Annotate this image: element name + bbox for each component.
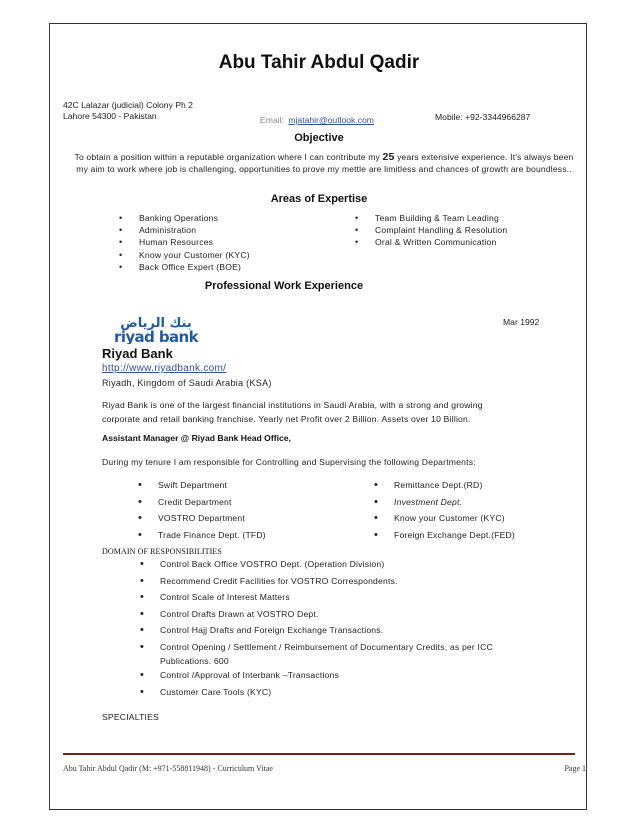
bank-name: Riyad Bank xyxy=(102,346,173,361)
list-item: • Control Scale of Interest Matters xyxy=(140,589,493,606)
list-item: • Human Resources xyxy=(119,236,250,248)
list-item: • Control Hajj Drafts and Foreign Exchange Transactions. xyxy=(140,622,493,639)
responsibilities-list xyxy=(140,556,493,655)
logo-arabic-text: بنك الرياض xyxy=(120,316,192,331)
list-item: • Control Opening / Settlement / Reimbursement of Documentary Credits, as per ICC xyxy=(140,639,493,656)
list-item: • Trade Finance Dept. (TFD) xyxy=(138,527,266,544)
expertise-list-right xyxy=(355,212,507,249)
departments-list-left xyxy=(138,477,266,543)
objective-text xyxy=(74,151,574,175)
objective-text-part-2: years extensive experience. It's always been my aim to work where job is challenging, opportunities to prove my mettle are limitless and chances of growth are boundless.. xyxy=(76,152,574,174)
responsibilities-list-cont xyxy=(140,667,339,700)
list-item: • Know your Customer (KYC) xyxy=(374,510,515,527)
position-title: Assistant Manager @ Riyad Bank Head Office, xyxy=(102,433,291,443)
riyad-bank-logo xyxy=(102,314,210,344)
list-item: • VOSTRO Department xyxy=(138,510,266,527)
list-item: • Oral & Written Communication xyxy=(355,236,507,248)
list-item: • Administration xyxy=(119,224,250,236)
tenure-statement: During my tenure I am responsible for Controlling and Supervising the following Departments: xyxy=(102,457,476,467)
list-item: • Control Back Office VOSTRO Dept. (Operation Division) xyxy=(140,556,493,573)
address-line-1: 42C Lalazar (judicial) Colony Ph 2 xyxy=(63,100,193,110)
footer-text: Abu Tahir Abdul Qadir (M: +971-558811948) - Curriculum Vitae xyxy=(63,764,273,773)
objective-years: 25 xyxy=(382,151,395,163)
experience-heading: Professional Work Experience xyxy=(204,280,364,292)
email-block xyxy=(260,110,374,128)
objective-text-part-1: To obtain a position within a reputable organization where I can contribute my xyxy=(74,152,383,162)
list-item: • Complaint Handling & Resolution xyxy=(355,224,507,236)
departments-list-right xyxy=(374,477,515,543)
objective-heading: Objective xyxy=(294,132,344,144)
list-item: • Remittance Dept.(RD) xyxy=(374,477,515,494)
page-number: Page 1 xyxy=(564,764,586,773)
email-label: Email: xyxy=(260,115,284,125)
list-item: • Foreign Exchange Dept.(FED) xyxy=(374,527,515,544)
bank-location: Riyadh, Kingdom of Saudi Arabia (KSA) xyxy=(102,378,272,388)
list-item: • Swift Department xyxy=(138,477,266,494)
candidate-name: Abu Tahir Abdul Qadir xyxy=(218,52,420,73)
email-link[interactable]: mjatahir@outlook.com xyxy=(288,115,374,125)
list-item: • Team Building & Team Leading xyxy=(355,212,507,224)
logo-latin-text: riyad bank xyxy=(114,328,198,344)
list-item: • Customer Care Tools (KYC) xyxy=(140,684,339,701)
list-item: • Know your Customer (KYC) xyxy=(119,249,250,261)
footer-rule xyxy=(63,753,575,755)
list-item: • Credit Department xyxy=(138,494,266,511)
responsibility-continuation: Publications. 600 xyxy=(160,656,229,666)
experience-date: Mar 1992 xyxy=(503,317,540,327)
expertise-heading: Areas of Expertise xyxy=(270,193,368,205)
expertise-list-left xyxy=(119,212,250,273)
list-item: • Investment Dept. xyxy=(374,494,515,511)
bank-url-link[interactable]: http://www.riyadbank.com/ xyxy=(102,363,227,374)
specialties-heading: SPECIALTIES xyxy=(102,712,159,722)
bank-description: Riyad Bank is one of the largest financial institutions in Saudi Arabia, with a strong and growing corporate and retail banking franchise. Yearly net Profit over 2 Billion. Assets over 10 Billion. xyxy=(102,400,483,424)
responsibilities-heading: DOMAIN OF RESPONSIBILITIES xyxy=(102,547,222,556)
list-item: • Recommend Credit Facilities for VOSTRO Correspondents. xyxy=(140,573,493,590)
list-item: • Back Office Expert (BOE) xyxy=(119,261,250,273)
list-item: • Banking Operations xyxy=(119,212,250,224)
list-item: • Control Drafts Drawn at VOSTRO Dept. xyxy=(140,606,493,623)
mobile-number: Mobile: +92-3344966287 xyxy=(435,112,531,122)
address-line-2: Lahore 54300 - Pakistan xyxy=(63,111,157,121)
list-item: • Control /Approval of Interbank –Transactions xyxy=(140,667,339,684)
